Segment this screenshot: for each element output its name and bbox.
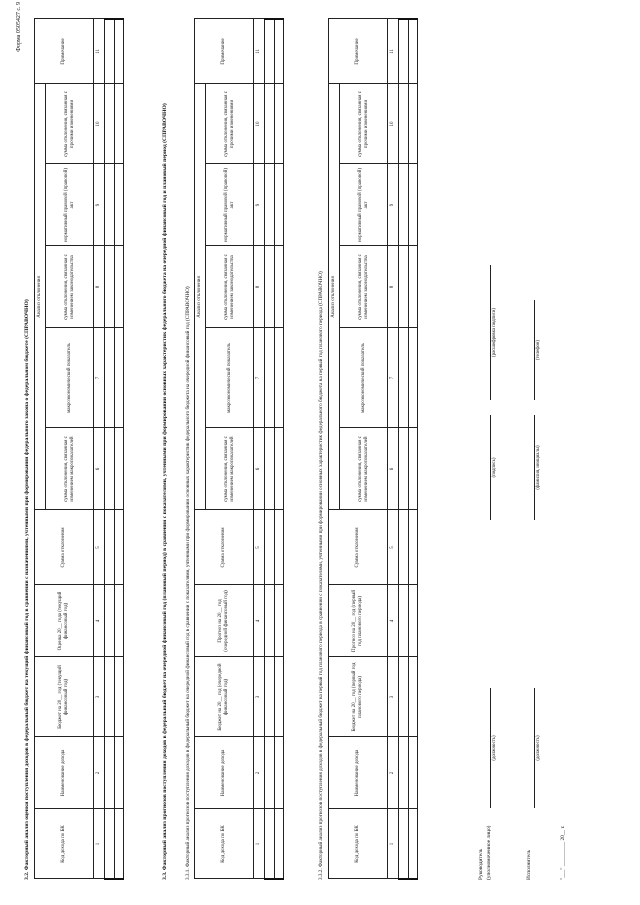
col-number: 6 [388, 428, 399, 510]
executor-position-caption: (должность) [536, 735, 541, 761]
head-signature-line [490, 415, 491, 520]
header-legal-act: нормативный правовой (правовой) акт [46, 164, 94, 246]
header-macro-indicator: макроэкономический показатель [206, 328, 254, 428]
section-3-3-2-title: 3.3.2. Факторный анализ прогнозов поступления доходов в федеральный бюджет на первый год планового периода в сравнении с показателями, учтенными при формировании основных характеристик федерального бюджета на первый год планового периода (СПРАВОЧНО) [318, 271, 324, 880]
col-number: 1 [254, 809, 265, 879]
col-number: 5 [254, 510, 265, 585]
executor-position-line [534, 688, 535, 808]
head-decoding-line [490, 265, 491, 400]
header-legal-act: нормативный правовой (правовой) акт [340, 164, 388, 246]
col-number: 10 [94, 84, 105, 164]
col-number: 2 [94, 737, 105, 809]
table-total-row [409, 19, 418, 879]
col-number: 7 [388, 328, 399, 428]
header-budget: Бюджет на 20__ год (очередной финансовый год) [195, 657, 254, 737]
header-macro-indicator: макроэкономический показатель [340, 328, 388, 428]
table-row [265, 19, 275, 879]
header-forecast: Прогноз на 20__ год (первый год планового периода) [329, 585, 388, 657]
header-law-deviation: сумма отклонения, связанная с изменением законодательства [46, 246, 94, 328]
executor-fio-line [534, 415, 535, 520]
col-number: 2 [388, 737, 399, 809]
col-number: 1 [94, 809, 105, 879]
col-number: 11 [388, 19, 399, 84]
col-number: 3 [254, 657, 265, 737]
header-deviation: Сумма отклонения [329, 510, 388, 585]
header-note: Примечание [195, 19, 254, 84]
header-name: Наименование дохода [35, 737, 94, 809]
executor-label: Исполнитель [526, 849, 532, 880]
header-macro-deviation: сумма отклонения, связанная с изменением макропоказателей [206, 428, 254, 510]
header-other-deviation: сумма отклонения, связанная с прочими изменениями [46, 84, 94, 164]
col-number: 7 [254, 328, 265, 428]
table-row [399, 19, 409, 879]
col-number: 11 [94, 19, 105, 84]
header-forecast: Прогноз на 20__ год (очередной финансовый год) [195, 585, 254, 657]
col-number: 10 [254, 84, 265, 164]
col-number: 5 [388, 510, 399, 585]
col-number: 7 [94, 328, 105, 428]
col-number: 9 [94, 164, 105, 246]
head-decoding-caption: (расшифровка подписи) [492, 308, 497, 357]
col-number: 9 [254, 164, 265, 246]
col-number: 8 [388, 246, 399, 328]
header-note: Примечание [35, 19, 94, 84]
section-3-3-1-table [194, 18, 284, 880]
form-number: Форма 0505427 с. 9 [16, 2, 22, 52]
section-3-2-table [34, 18, 124, 880]
col-number: 4 [254, 585, 265, 657]
header-name: Наименование дохода [195, 737, 254, 809]
header-legal-act: нормативный правовой (правовой) акт [206, 164, 254, 246]
head-position-caption: (должность) [492, 735, 497, 761]
header-code: Код дохода по БК [195, 809, 254, 879]
header-budget: Бюджет на 20__ год (текущий финансовый год) [35, 657, 94, 737]
header-other-deviation: сумма отклонения, связанная с прочими изменениями [206, 84, 254, 164]
header-code: Код дохода по БК [329, 809, 388, 879]
executor-phone-caption: (телефон) [536, 339, 541, 361]
date-line: "___" _________ 20__ г. [560, 825, 566, 880]
col-number: 9 [388, 164, 399, 246]
col-number: 6 [94, 428, 105, 510]
col-number: 1 [388, 809, 399, 879]
col-number: 3 [388, 657, 399, 737]
section-3-3-1-title: 3.3.1. Факторный анализ прогнозов поступления доходов в федеральный бюджет на очередной финансовый год в сравнении с показателями, учтенными при формировании основных характеристик федерального бюджета на очередной финансовый год (СПРАВОЧНО) [185, 286, 191, 880]
col-number: 8 [254, 246, 265, 328]
col-number: 10 [388, 84, 399, 164]
header-budget: Бюджет на 20__ год (первый год планового периода) [329, 657, 388, 737]
col-number: 4 [388, 585, 399, 657]
header-macro-deviation: сумма отклонения, связанная с изменением макропоказателей [46, 428, 94, 510]
header-law-deviation: сумма отклонения, связанная с изменением законодательства [340, 246, 388, 328]
header-other-deviation: сумма отклонения, связанная с прочими изменениями [340, 84, 388, 164]
col-number: 11 [254, 19, 265, 84]
table-row [105, 19, 115, 879]
executor-phone-line [534, 300, 535, 400]
col-number: 3 [94, 657, 105, 737]
header-analysis: Анализ отклонения [35, 84, 46, 510]
header-macro-deviation: сумма отклонения, связанная с изменением макропоказателей [340, 428, 388, 510]
head-label: Руководитель [478, 848, 484, 880]
header-note: Примечание [329, 19, 388, 84]
col-number: 5 [94, 510, 105, 585]
header-estimate: Оценка 20__ года (текущий финансовый год) [35, 585, 94, 657]
col-number: 8 [94, 246, 105, 328]
section-3-3-title: 3.3. Факторный анализ прогнозов поступления доходов в федеральный бюджет на очередной финансовый год (плановый период) в сравнении с показателями, учтенными при формировании основных характеристик федерального бюджета на очередной финансовый год и плановый период (СПРАВОЧНО) [162, 103, 168, 880]
header-law-deviation: сумма отклонения, связанная с изменением законодательства [206, 246, 254, 328]
section-3-3-2-table [328, 18, 418, 880]
table-total-row [115, 19, 124, 879]
header-deviation: Сумма отклонения [35, 510, 94, 585]
section-3-2-title: 3.2. Факторный анализ оценки поступления доходов в федеральный бюджет на текущий финансовый год в сравнении с назначениями, учтенными при формировании федерального закона о федеральном бюджете (СПРАВОЧНО) [24, 299, 30, 880]
header-analysis: Анализ отклонения [195, 84, 206, 510]
head-position-line [490, 688, 491, 808]
header-code: Код дохода по БК [35, 809, 94, 879]
header-deviation: Сумма отклонения [195, 510, 254, 585]
header-macro-indicator: макроэкономический показатель [46, 328, 94, 428]
header-name: Наименование дохода [329, 737, 388, 809]
col-number: 4 [94, 585, 105, 657]
header-analysis: Анализ отклонения [329, 84, 340, 510]
col-number: 6 [254, 428, 265, 510]
head-sub-label: (уполномоченное лицо) [486, 825, 492, 880]
col-number: 2 [254, 737, 265, 809]
table-total-row [275, 19, 284, 879]
head-signature-caption: (подпись) [492, 457, 497, 478]
executor-fio-caption: (фамилия, инициалы) [536, 445, 541, 490]
document-sheet [16, 2, 620, 880]
